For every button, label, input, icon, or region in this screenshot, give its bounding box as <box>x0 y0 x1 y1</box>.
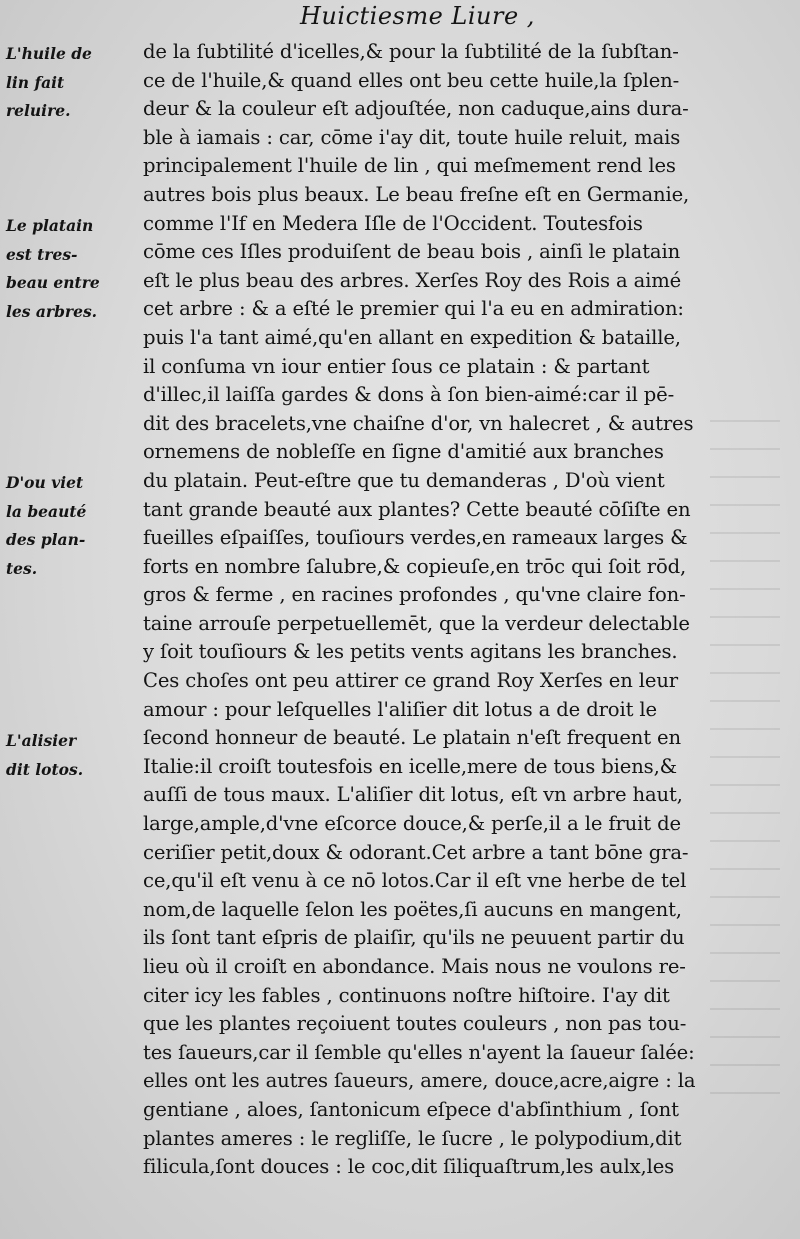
text-line: citer icy les fables , continuons noſtre hiſtoire. I'ay dit <box>143 983 670 1007</box>
text-line: ce de l'huile,& quand elles ont beu cette huile,la ſplen- <box>143 68 680 92</box>
text-line: tes ſaueurs,car il ſemble qu'elles n'ayent la ſaueur ſalée: <box>143 1040 695 1064</box>
text-line: puis l'a tant aimé,qu'en allant en expedition & bataille, <box>143 325 681 349</box>
text-line: taine arrouſe perpetuellemēt, que la verdeur delectable <box>143 611 690 635</box>
margin-note-lotus-tree: L'alisier dit lotos. <box>6 731 84 779</box>
text-line: fueilles eſpaiſſes, touſiours verdes,en rameaux larges & <box>143 526 688 550</box>
body-text <box>143 38 767 1182</box>
text-line: de la ſubtilité d'icelles,& pour la ſubtilité de la ſubſtan- <box>143 40 679 63</box>
text-line: du platain. Peut-eſtre que tu demanderas , D'où vient <box>143 468 665 492</box>
text-line: ceriſier petit,doux & odorant.Cet arbre a tant bōne gra- <box>143 840 689 864</box>
text-line: dit des bracelets,vne chaiſne d'or, vn halecret , & autres <box>143 411 694 435</box>
text-line: y ſoit touſiours & les petits vents agitans les branches. <box>143 640 678 664</box>
text-line: principalement l'huile de lin , qui meſmement rend les <box>143 154 676 178</box>
text-line: autres bois plus beaux. Le beau freſne eſt en Germanie, <box>143 182 690 206</box>
text-line: ſecond honneur de beauté. Le platain n'eſt frequent en <box>143 726 681 750</box>
text-line: Italie:il croiſt toutesfois en icelle,mere de tous biens,& <box>143 754 677 778</box>
text-line: elles ont les autres ſaueurs, amere, douce,acre,aigre : la <box>143 1069 696 1093</box>
text-line: ce,qu'il eſt venu à ce nō lotos.Car il eſt vne herbe de tel <box>143 869 687 893</box>
text-line: d'illec,il laiſſa gardes & dons à ſon bien-aimé:car il pē- <box>143 383 675 407</box>
text-line: Ces choſes ont peu attirer ce grand Roy Xerſes en leur <box>143 669 679 693</box>
text-line: cet arbre : & a eſté le premier qui l'a eu en admiration: <box>143 297 684 321</box>
text-line: gros & ferme , en racines profondes , qu'vne claire fon- <box>143 583 686 607</box>
margin-note-linseed-oil: L'huile de lin fait reluire. <box>6 44 92 121</box>
text-line: comme l'If en Medera Iſle de l'Occident. Toutesfois <box>143 211 643 235</box>
text-line: forts en nombre ſalubre,& copieuſe,en trōc qui ſoit rōd, <box>143 554 687 578</box>
text-line: ornemens de nobleſſe en ſigne d'amitié aux branches <box>143 440 664 464</box>
text-line: nom,de laquelle ſelon les poëtes,ſi aucuns en mangent, <box>143 897 682 921</box>
text-line: cōme ces Iſles produiſent de beau bois , ainſi le platain <box>143 240 681 264</box>
margin-note-beauty-of-plants: D'ou viet la beauté des plan- tes. <box>6 473 87 578</box>
text-line: auſſi de tous maux. L'aliſier dit lotus, eſt vn arbre haut, <box>143 783 683 807</box>
text-line: plantes ameres : le regliſſe, le ſucre , le polypodium,dit <box>143 1126 682 1150</box>
text-line: lieu où il croiſt en abondance. Mais nous ne voulons re- <box>143 955 686 978</box>
running-head: Huictiesme Liure , <box>300 2 535 30</box>
text-line: que les plantes reçoiuent toutes couleurs , non pas tou- <box>143 1012 687 1036</box>
text-line: large,ample,d'vne eſcorce douce,& perſe,il a le fruit de <box>143 812 681 836</box>
text-line: tant grande beauté aux plantes? Cette beauté cōſiſte en <box>143 497 691 521</box>
text-line: ble à iamais : car, cōme i'ay dit, toute huile reluit, mais <box>143 125 681 149</box>
text-line: gentiane , aloes, ſantonicum eſpece d'abſinthium , ſont <box>143 1097 679 1121</box>
text-line: deur & la couleur eſt adjouſtée, non caduque,ains dura- <box>143 97 689 121</box>
text-line: filicula,ſont douces : le coc,dit ſiliquaſtrum,les aulx,les <box>143 1155 675 1179</box>
text-line: eſt le plus beau des arbres. Xerſes Roy des Rois a aimé <box>143 268 682 292</box>
text-line: amour : pour leſquelles l'aliſier dit lotus a de droit le <box>143 697 657 721</box>
text-line: ils ſont tant eſpris de plaiſir, qu'ils ne peuuent partir du <box>143 926 685 950</box>
text-line: il conſuma vn iour entier ſous ce platain : & partant <box>143 354 650 378</box>
margin-note-plane-tree: Le platain est tres- beau entre les arbres. <box>6 216 100 321</box>
